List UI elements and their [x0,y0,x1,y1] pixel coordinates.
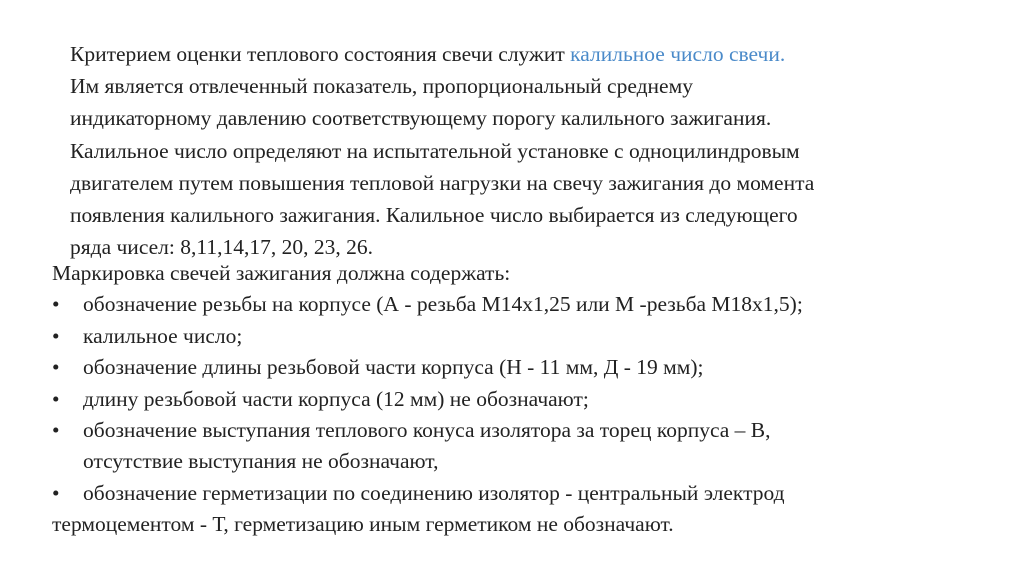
list-item [52,321,1002,352]
list-item-text: обозначение длины резьбовой части корпуса (Н - 11 мм, Д - 19 мм); [83,355,704,380]
list-item-text: обозначение герметизации по соединению изолятор - центральный электрод [83,480,785,505]
list-item [52,289,1002,320]
list-item [52,415,1002,446]
bullet-icon: • [52,480,60,505]
paragraph-line: Калильное число определяют на испытательной установке с одноцилиндровым [70,138,800,163]
marking-intro: Маркировка свечей зажигания должна содержать: [52,261,511,285]
bullet-icon: • [52,355,60,380]
bullet-icon: • [52,418,60,443]
list-item-continuation: отсутствие выступания не обозначают, [83,449,439,474]
thermal-state-paragraph [70,38,990,263]
list-item-text: длину резьбовой части корпуса (12 мм) не обозначают; [83,386,589,411]
paragraph-line: индикаторному давлению соответствующему порогу калильного зажигания. [70,106,772,131]
paragraph-line: ряда чисел: 8,11,14,17, 20, 23, 26. [70,235,373,260]
paragraph-text: Критерием оценки теплового состояния свечи служит [70,42,571,66]
glow-number-highlight: калильное число свечи. [570,42,786,66]
paragraph-line: двигателем путем повышения тепловой нагрузки на свечу зажигания до момента [70,170,815,195]
bullet-icon: • [52,292,60,317]
list-item [52,352,1002,383]
list-item [52,384,1002,415]
list-item-continuation: термоцементом - Т, герметизацию иным герметиком не обозначают. [52,512,674,537]
paragraph-line: появления калильного зажигания. Калильное число выбирается из следующего [70,203,798,228]
bullet-icon: • [52,386,60,411]
paragraph-line [70,38,990,70]
list-item-text: обозначение резьбы на корпусе (А - резьба М14х1,25 или М -резьба М18х1,5); [83,292,803,317]
list-item-text: калильное число; [83,323,243,348]
list-item [52,478,1002,509]
list-item-text: обозначение выступания теплового конуса изолятора за торец корпуса – В, [83,418,771,443]
marking-section [52,258,1002,541]
paragraph-line: Им является отвлеченный показатель, пропорциональный среднему [70,74,693,99]
bullet-icon: • [52,323,60,348]
